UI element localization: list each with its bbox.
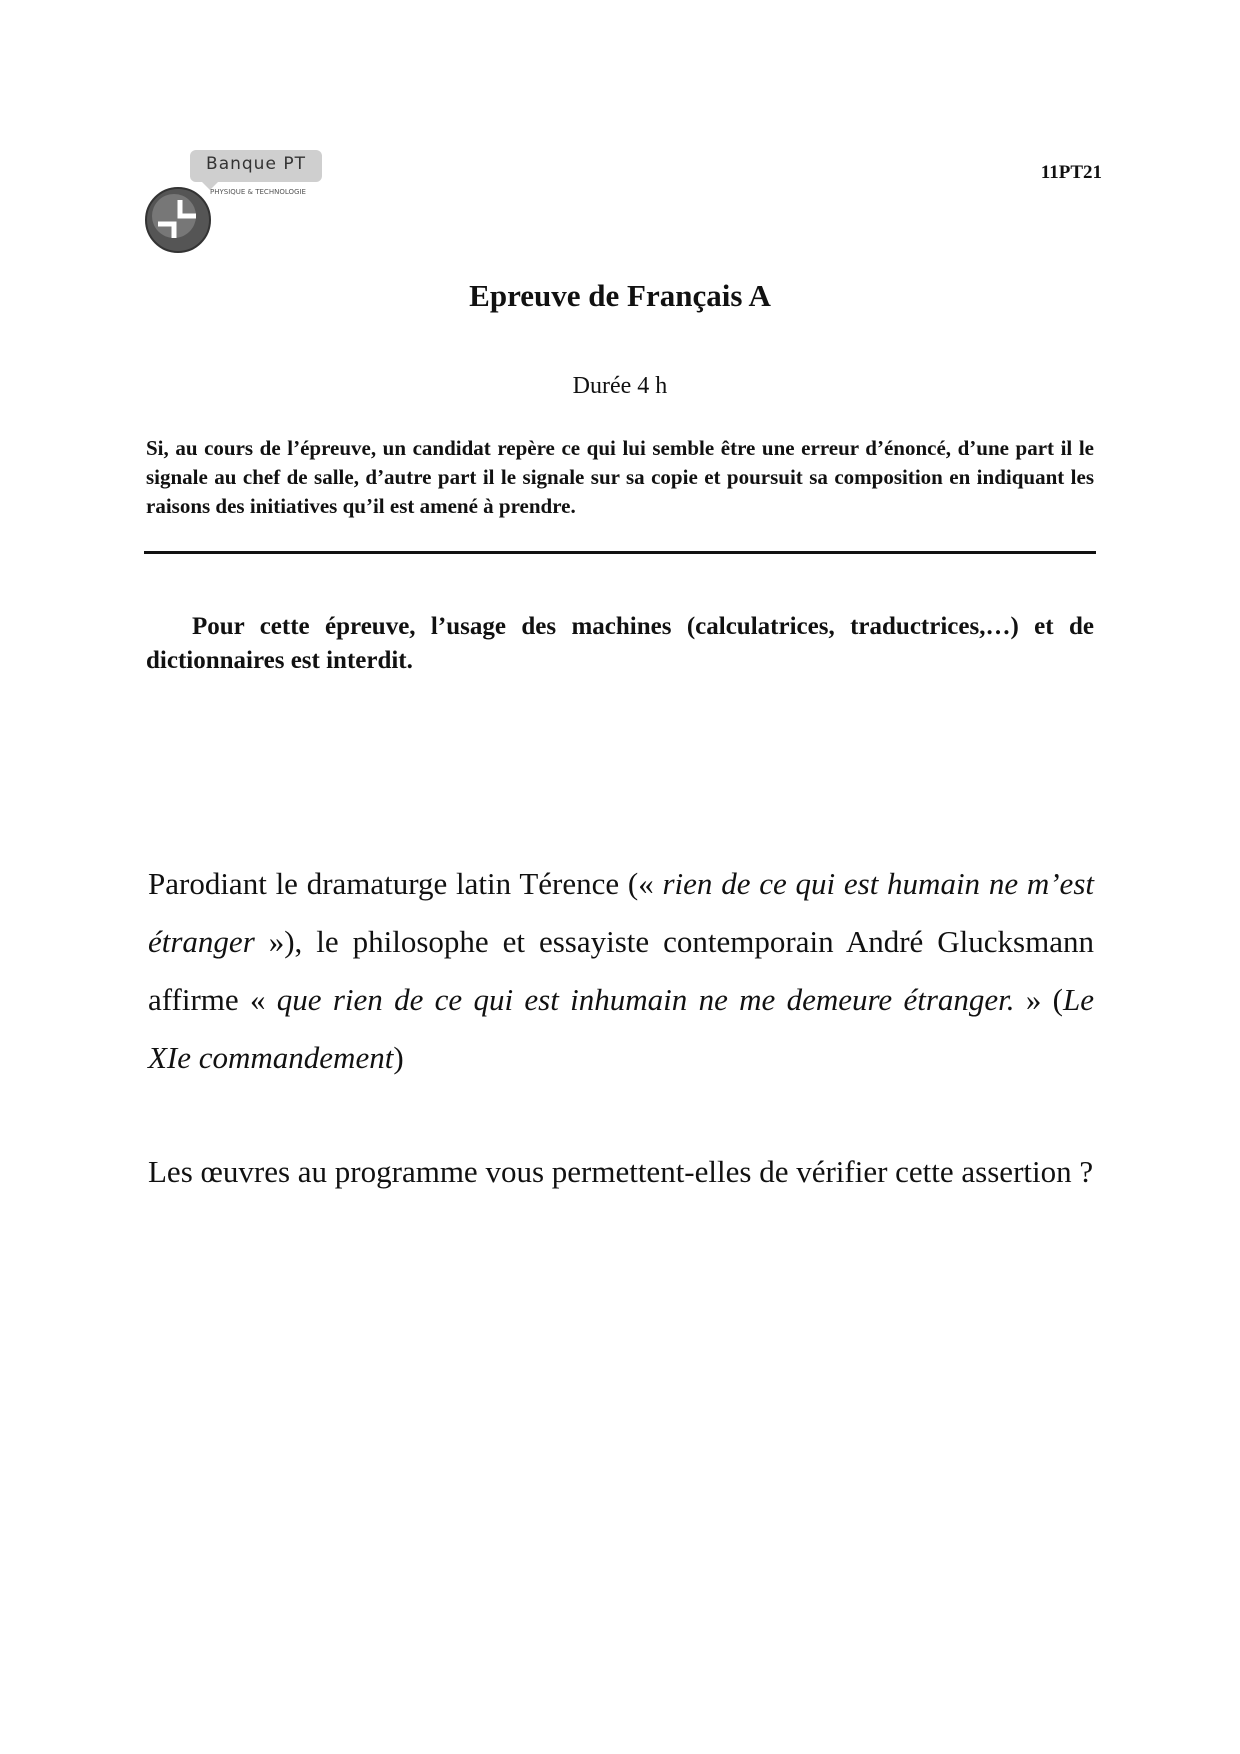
horizontal-rule — [144, 551, 1096, 554]
subject-part-2: »), le philosophe et essayiste contemporain André Glucksmann affirme « — [148, 924, 1094, 1017]
subject-quote-terence: rien de ce qui est humain ne m’est étranger — [148, 866, 1094, 959]
subject-part-1: Parodiant le dramaturge latin Térence (« — [148, 866, 654, 901]
subject-question: Les œuvres au programme vous permettent-elles de vérifier cette assertion ? — [148, 1154, 1094, 1189]
equipment-rule: Pour cette épreuve, l’usage des machines (calculatrices, traductrices,…) et de dictionnaires est interdit. — [146, 613, 1094, 674]
subject-work-title: Le XIe commandement — [148, 982, 1095, 1075]
subject-part-3: » ( — [1014, 982, 1064, 1017]
subject-quote-glucksmann: que rien de ce qui est inhumain ne me demeure étranger. — [265, 982, 1015, 1017]
error-notice: Si, au cours de l’épreuve, un candidat repère ce qui lui semble être une erreur d’énoncé, d’une part il le signale au chef de salle, d’autre part il le signale sur sa copie et poursuit sa composition en indiquant les raisons des initiatives qu’il est amené à prendre. — [146, 436, 1094, 518]
subject-text — [148, 855, 1094, 1087]
exam-duration: Durée 4 h — [572, 373, 668, 399]
page-title: Epreuve de Français A — [469, 278, 771, 313]
banque-pt-logo — [140, 146, 340, 256]
document-code: 11PT21 — [1040, 162, 1102, 183]
logo-brand: Banque PT — [206, 154, 306, 174]
logo-tagline: PHYSIQUE & TECHNOLOGIE — [210, 188, 306, 196]
subject-part-4: ) — [393, 1040, 404, 1075]
logo-mark-icon — [144, 186, 212, 254]
